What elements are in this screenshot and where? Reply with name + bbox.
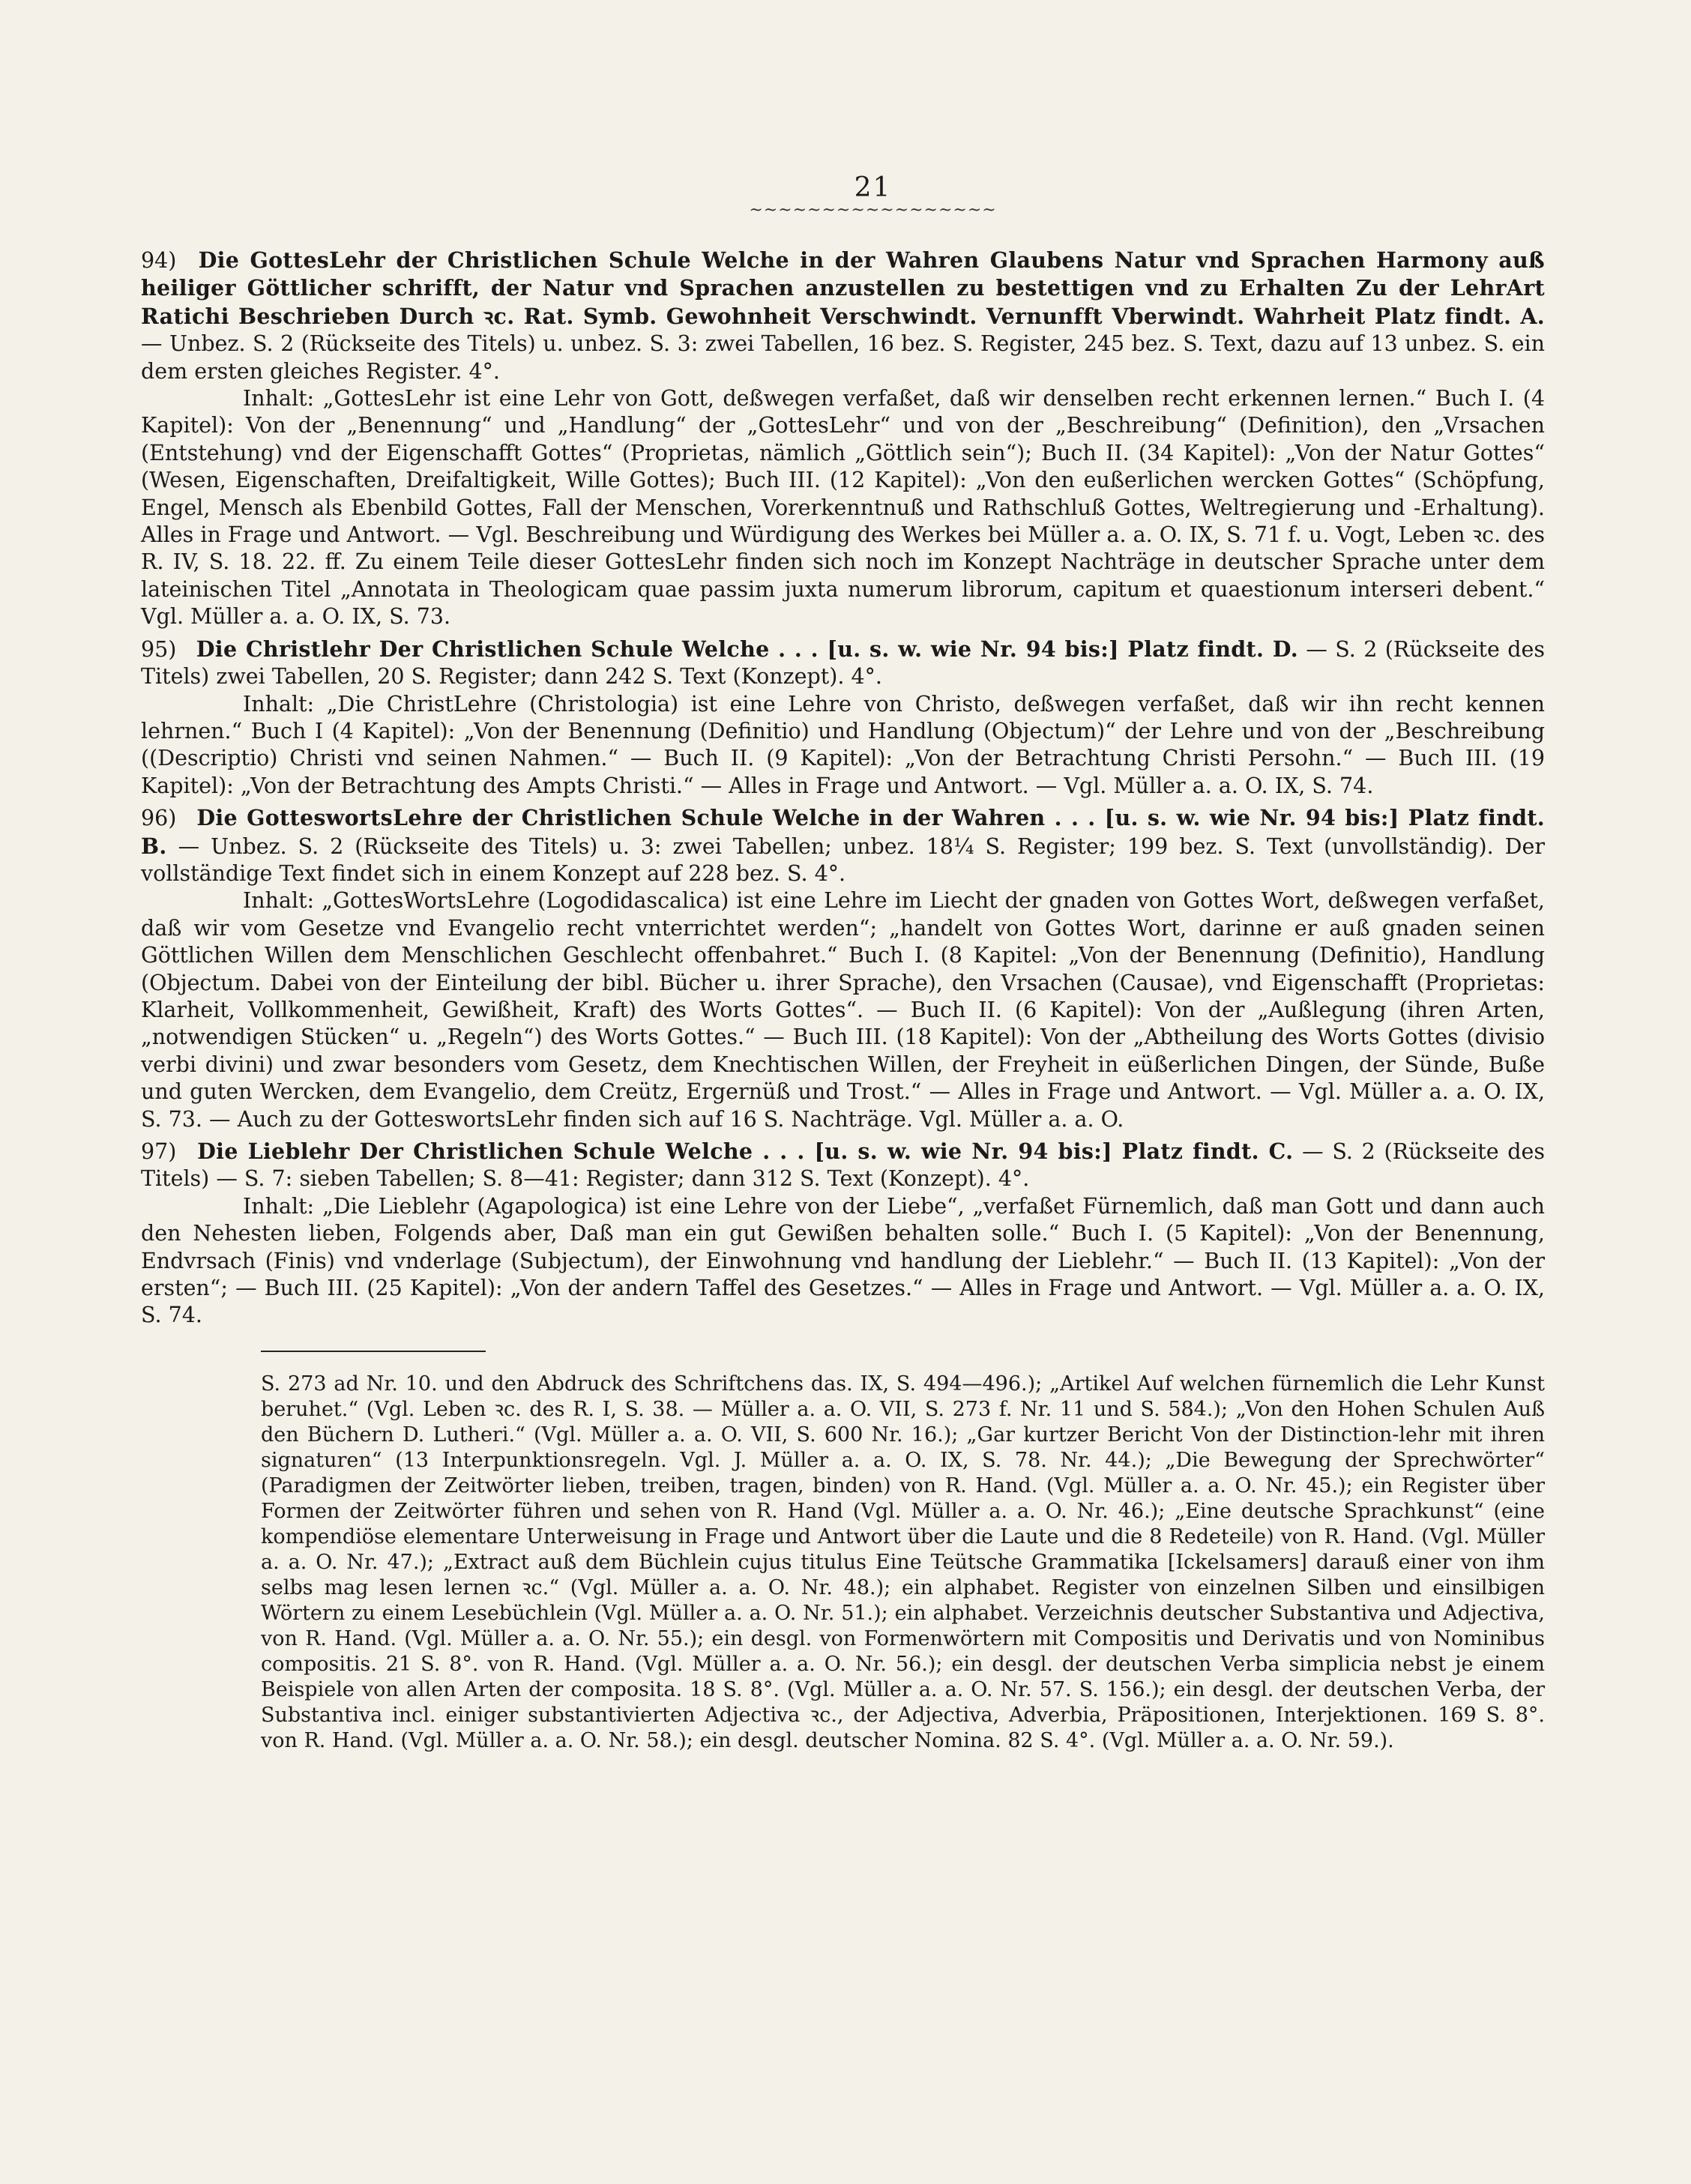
catalog-entry-95 xyxy=(141,636,1545,800)
catalog-entry-94 xyxy=(141,247,1545,631)
footnote-rule xyxy=(261,1351,486,1352)
entry-heading xyxy=(141,804,1545,887)
entry-number: 96) xyxy=(141,806,177,831)
entry-heading xyxy=(141,247,1545,385)
entry-number: 94) xyxy=(141,248,177,273)
footnote: S. 273 ad Nr. 10. und den Abdruck des Schriftchens das. IX, S. 494—496.); „Artikel Auf welchen fürnemlich die Lehr Kunst beruhet.“ (Vgl. Leben ꝛc. des R. I, S. 38. — Müller a. a. O. VII, S. 273 f. Nr. 11 und S. 584.); „Von den Hohen Schulen Auß den Büchern D. Lutheri.“ (Vgl. Müller a. a. O. VII, S. 600 Nr. 16.); „Gar kurtzer Bericht Von der Distinction-lehr mit ihren signaturen“ (13 Interpunktionsregeln. Vgl. J. Müller a. a. O. IX, S. 78. Nr. 44.); „Die Bewegung der Sprechwörter“ (Paradigmen der Zeitwörter lieben, treiben, tragen, binden) von R. Hand. (Vgl. Müller a. a. O. Nr. 45.); ein Register über Formen der Zeitwörter führen und sehen von R. Hand (Vgl. Müller a. a. O. Nr. 46.); „Eine deutsche Sprachkunst“ (eine kompendiöse elementare Unterweisung in Frage und Antwort über die Laute und die 8 Redeteile) von R. Hand. (Vgl. Müller a. a. O. Nr. 47.); „Extract auß dem Büchlein cujus titulus Eine Teütsche Grammatika [Ickelsamers] darauß einer von ihm selbs mag lesen lernen ꝛc.“ (Vgl. Müller a. a. O. Nr. 48.); ein alphabet. Register von einzelnen Silben und einsilbigen Wörtern zu einem Lesebüchlein (Vgl. Müller a. a. O. Nr. 51.); ein alphabet. Verzeichnis deutscher Substantiva und Adjectiva, von R. Hand. (Vgl. Müller a. a. O. Nr. 55.); ein desgl. von Formenwörtern mit Compositis und Derivatis und von Nominibus compositis. 21 S. 8°. von R. Hand. (Vgl. Müller a. a. O. Nr. 56.); ein desgl. der deutschen Verba simplicia nebst je einem Beispiele von allen Arten der composita. 18 S. 8°. (Vgl. Müller a. a. O. Nr. 57. S. 156.); ein desgl. der deutschen Verba, der Substantiva incl. einiger substantivierten Adjectiva ꝛc., der Adjectiva, Adverbia, Präpositionen, Interjektionen. 169 S. 8°. von R. Hand. (Vgl. Müller a. a. O. Nr. 58.); ein desgl. deutscher Nomina. 82 S. 4°. (Vgl. Müller a. a. O. Nr. 59.). xyxy=(261,1372,1545,1752)
entry-content: Inhalt: „Die ChristLehre (Christologia) ist eine Lehre von Christo, deßwegen verfaßet, daß wir ihn recht kennen lehrnen.“ Buch I (4 Kapitel): „Von der Benennung (Definitio) und Handlung (Objectum)“ der Lehre und von der „Beschreibung ((Descriptio) Christi vnd seinen Nahmen.“ — Buch II. (9 Kapitel): „Von der Betrachtung Christi Persohn.“ — Buch III. (19 Kapitel): „Von der Betrachtung des Ampts Christi.“ — Alles in Frage und Antwort. — Vgl. Müller a. a. O. IX, S. 74. xyxy=(141,691,1545,798)
entry-content: Inhalt: „GottesWortsLehre (Logodidascalica) ist eine Lehre im Liecht der gnaden von Gottes Wort, deßwegen verfaßet, daß wir vom Gesetze vnd Evangelio recht vnterrichtet werden“; „handelt von Gottes Wort, darinne er auß gnaden seinen Göttlichen Willen dem Menschlichen Geschlecht offenbahret.“ Buch I. (8 Kapitel: „Von der Benennung (Definitio), Handlung (Objectum. Dabei von der Einteilung der bibl. Bücher u. ihrer Sprache), den Vrsachen (Causae), vnd Eigenschafft (Proprietas: Klarheit, Vollkommenheit, Gewißheit, Kraft) des Worts Gottes“. — Buch II. (6 Kapitel): Von der „Außlegung (ihren Arten, „notwendigen Stücken“ u. „Regeln“) des Worts Gottes.“ — Buch III. (18 Kapitel): Von der „Abtheilung des Worts Gottes (divisio verbi divini) und zwar besonders vom Gesetz, dem Knechtischen Willen, der Freyheit in eüßerlichen Dingen, der Sünde, Buße und guten Wercken, dem Evangelio, dem Creütz, Ergernüß und Trost.“ — Alles in Frage und Antwort. — Vgl. Müller a. a. O. IX, S. 73. — Auch zu der GotteswortsLehr finden sich auf 16 S. Nachträge. Vgl. Müller a. a. O. xyxy=(141,888,1545,1132)
catalog-entries xyxy=(141,247,1545,1330)
ornament-divider: ~~~~~~~~~~~~~~~~~ xyxy=(749,201,997,220)
entry-content: Inhalt: „GottesLehr ist eine Lehr von Gott, deßwegen verfaßet, daß wir denselben recht erkennen lernen.“ Buch I. (4 Kapitel): Von der „Benennung“ und „Handlung“ der „GottesLehr“ und von der „Beschreibung“ (Definition), den „Vrsachen (Entstehung) vnd der Eigenschafft Gottes“ (Proprietas, nämlich „Göttlich sein“); Buch II. (34 Kapitel): „Von der Natur Gottes“ (Wesen, Eigenschaften, Dreifaltigkeit, Wille Gottes); Buch III. (12 Kapitel): „Von den eußerlichen wercken Gottes“ (Schöpfung, Engel, Mensch als Ebenbild Gottes, Fall der Menschen, Vorerkenntnuß und Rathschluß Gottes, Weltregierung und -Erhaltung). Alles in Frage und Antwort. — Vgl. Beschreibung und Würdigung des Werkes bei Müller a. a. O. IX, S. 71 f. u. Vogt, Leben ꝛc. des R. IV, S. 18. 22. ff. Zu einem Teile dieser GottesLehr finden sich noch im Konzept Nachträge in deutscher Sprache unter dem lateinischen Titel „Annotata in Theologicam quae passim juxta numerum librorum, capitum et quaestionum interseri debent.“ Vgl. Müller a. a. O. IX, S. 73. xyxy=(141,386,1545,630)
entry-number: 97) xyxy=(141,1139,177,1164)
entry-number: 95) xyxy=(141,636,177,662)
entry-description: — S. 2 (Rückseite des Titels) zwei Tabellen, 20 S. Register; dann 242 S. Text (Konzept). 4°. xyxy=(141,636,1546,690)
entry-title: Die GottesLehr der Christlichen Schule Welche in der Wahren Glaubens Natur vnd Sprachen Harmony auß heiliger Göttlicher schrifft, der Natur vnd Sprachen anzustellen zu bestettigen vnd zu Erhalten Zu der LehrArt Ratichi Beschrieben Durch ꝛc. Rat. Symb. Gewohnheit Verschwindt. Vernunfft Vberwindt. Wahrheit Platz findt. A. xyxy=(141,247,1545,329)
entry-title: Die Christlehr Der Christlichen Schule Welche . . . [u. s. w. wie Nr. 94 bis:] Platz findt. D. xyxy=(196,636,1298,662)
page-number: 21 xyxy=(854,172,892,203)
entry-heading xyxy=(141,636,1545,691)
entry-description: — S. 2 (Rückseite des Titels) — S. 7: sieben Tabellen; S. 8—41: Register; dann 312 S. Text (Konzept). 4°. xyxy=(141,1139,1546,1192)
catalog-entry-96 xyxy=(141,804,1545,1133)
entry-title: Die Lieblehr Der Christlichen Schule Welche . . . [u. s. w. wie Nr. 94 bis:] Platz findt. C. xyxy=(197,1138,1294,1164)
entry-description: — Unbez. S. 2 (Rückseite des Titels) u. unbez. S. 3: zwei Tabellen, 16 bez. S. Register, 245 bez. S. Text, dazu auf 13 unbez. S. ein dem ersten gleiches Register. 4°. xyxy=(141,331,1545,384)
entry-description: — Unbez. S. 2 (Rückseite des Titels) u. 3: zwei Tabellen; unbez. 18¼ S. Register; 199 bez. S. Text (unvollständig). Der vollständige Text findet sich in einem Konzept auf 228 bez. S. 4°. xyxy=(141,833,1545,886)
catalog-entry-97 xyxy=(141,1138,1545,1330)
entry-title: Die GotteswortsLehre der Christlichen Schule Welche in der Wahren . . . [u. s. w. wie Nr. 94 bis:] Platz findt. B. xyxy=(141,805,1546,859)
entry-heading xyxy=(141,1138,1545,1193)
entry-content: Inhalt: „Die Lieblehr (Agapologica) ist eine Lehre von der Liebe“, „verfaßet Fürnemlich, daß man Gott und dann auch den Nehesten lieben, Folgends aber, Daß man ein gut Gewißen behalten solle.“ Buch I. (5 Kapitel): „Von der Benennung, Endvrsach (Finis) vnd vnderlage (Subjectum), der Einwohnung vnd handlung der Lieblehr.“ — Buch II. (13 Kapitel): „Von der ersten“; — Buch III. (25 Kapitel): „Von der andern Taffel des Gesetzes.“ — Alles in Frage und Antwort. — Vgl. Müller a. a. O. IX, S. 74. xyxy=(141,1193,1545,1328)
